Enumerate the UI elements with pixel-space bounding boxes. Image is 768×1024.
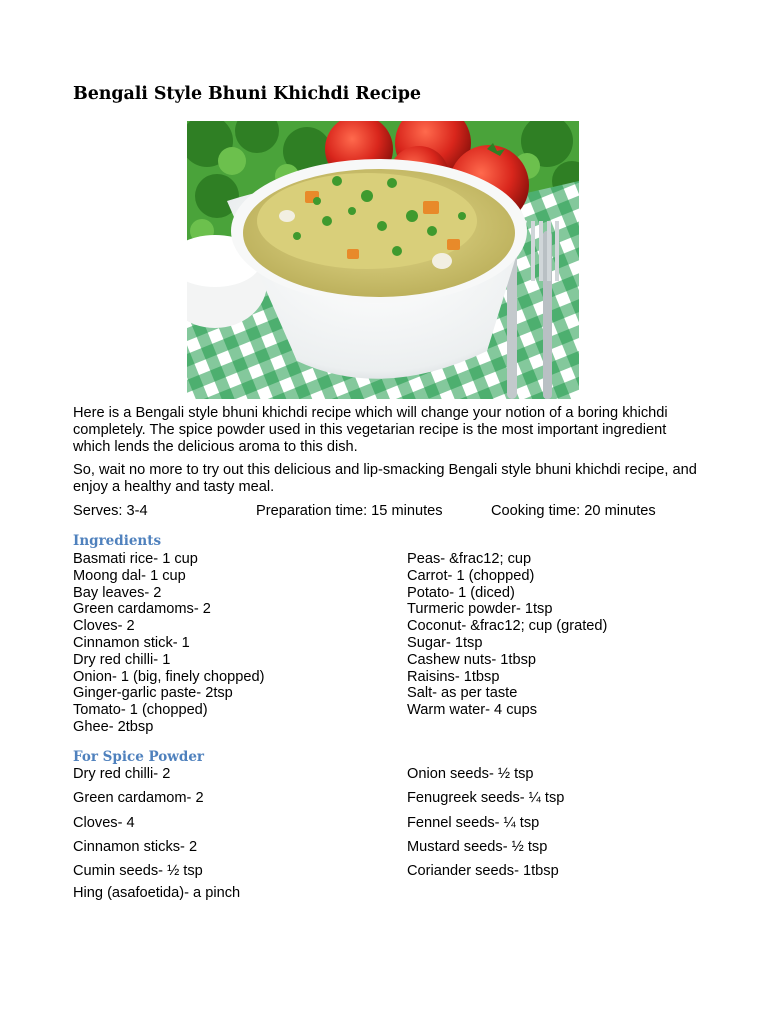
ingredient-item: Ghee- 2tbsp	[73, 718, 154, 735]
ingredient-item: Turmeric powder- 1tsp	[407, 601, 553, 618]
ingredient-item: Tomato- 1 (chopped)	[73, 702, 208, 719]
ingredient-item: Sugar- 1tsp	[407, 634, 483, 651]
spice-list-right	[407, 766, 564, 887]
khichdi-photo	[187, 121, 579, 399]
ingredient-item: Carrot- 1 (chopped)	[407, 567, 535, 584]
spice-item: Fenugreek seeds- ¼ tsp	[407, 790, 565, 807]
spice-item: Coriander seeds- 1tbsp	[407, 863, 559, 880]
ingredients-heading: Ingredients	[73, 533, 162, 549]
intro-paragraph: So, wait no more to try out this delicious and lip-smacking Bengali style bhuni khichdi recipe, and enjoy a healthy and tasty meal.	[73, 462, 697, 495]
spice-powder-heading: For Spice Powder	[73, 749, 205, 765]
spice-item: Cumin seeds- ½ tsp	[73, 863, 203, 880]
spice-item: Onion seeds- ½ tsp	[407, 766, 534, 782]
ingredient-item: Salt- as per taste	[407, 685, 518, 702]
ingredient-item: Bay leaves- 2	[73, 584, 162, 601]
ingredient-item: Coconut- &frac12; cup (grated)	[407, 618, 608, 635]
recipe-title: Bengali Style Bhuni Khichdi Recipe	[73, 84, 421, 104]
ingredient-item: Dry red chilli- 1	[73, 651, 171, 668]
spice-item: Green cardamom- 2	[73, 790, 204, 807]
ingredients-list-right	[407, 551, 607, 719]
ingredient-item: Cashew nuts- 1tbsp	[407, 651, 536, 668]
ingredient-item: Onion- 1 (big, finely chopped)	[73, 668, 265, 685]
ingredient-item: Basmati rice- 1 cup	[73, 551, 198, 567]
ingredient-item: Warm water- 4 cups	[407, 702, 538, 719]
spice-item: Cloves- 4	[73, 814, 135, 831]
ingredient-item: Moong dal- 1 cup	[73, 567, 186, 584]
spice-item: Mustard seeds- ½ tsp	[407, 838, 548, 855]
ingredient-item: Potato- 1 (diced)	[407, 584, 515, 601]
ingredient-item: Peas- &frac12; cup	[407, 551, 532, 567]
ingredient-item: Green cardamoms- 2	[73, 601, 211, 618]
ingredient-item: Cloves- 2	[73, 618, 135, 635]
ingredient-item: Ginger-garlic paste- 2tsp	[73, 685, 233, 702]
intro-paragraph: Here is a Bengali style bhuni khichdi recipe which will change your notion of a boring khichdi completely. The spice powder used in this vegetarian recipe is the most important ingredient which lends the delicious aroma to this dish.	[73, 405, 668, 455]
spice-item: Cinnamon sticks- 2	[73, 838, 198, 855]
serves-text: Serves: 3-4	[73, 503, 148, 519]
cook-time-text: Cooking time: 20 minutes	[491, 503, 656, 519]
ingredients-list-left	[73, 551, 264, 736]
ingredient-item: Cinnamon stick- 1	[73, 634, 190, 651]
ingredient-item: Raisins- 1tbsp	[407, 668, 500, 685]
spice-item: Dry red chilli- 2	[73, 766, 171, 782]
spice-list-left	[73, 766, 204, 887]
spice-item-hing: Hing (asafoetida)- a pinch	[73, 885, 241, 901]
prep-time-text: Preparation time: 15 minutes	[256, 503, 443, 519]
spice-item: Fennel seeds- ¼ tsp	[407, 814, 540, 831]
